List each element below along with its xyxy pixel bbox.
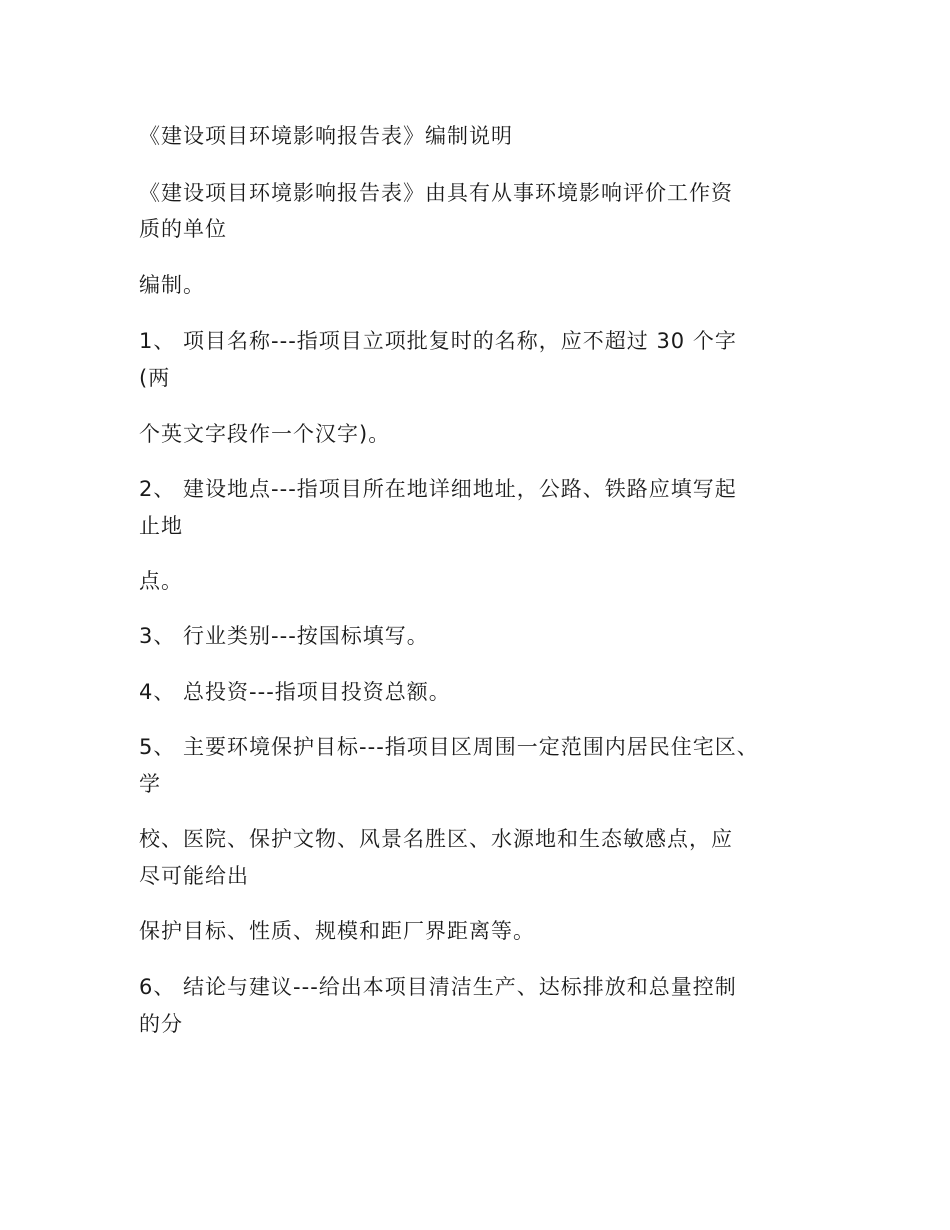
item-6-line: 6、 结论与建议---给出本项目清洁生产、达标排放和总量控制 — [139, 975, 737, 999]
item-3-line: 3、 行业类别---按国标填写。 — [139, 624, 429, 648]
text-line: 个英文字段作一个汉字)。 — [139, 422, 391, 446]
text-line: 点。 — [139, 569, 183, 593]
text-line: 《建设项目环境影响报告表》由具有从事环境影响评价工作资 — [139, 181, 733, 205]
text-line: 止地 — [139, 514, 183, 538]
item-1-line: 1、 项目名称---指项目立项批复时的名称，应不超过 30 个字 — [139, 329, 737, 353]
item-4-line: 4、 总投资---指项目投资总额。 — [139, 680, 451, 704]
text-line: 校、医院、保护文物、风景名胜区、水源地和生态敏感点，应 — [139, 827, 733, 851]
text-line: 的分 — [139, 1012, 183, 1036]
text-line: 质的单位 — [139, 217, 227, 241]
text-line: 尽可能给出 — [139, 864, 249, 888]
text-line: (两 — [139, 366, 171, 390]
text-line: 保护目标、性质、规模和距厂界距离等。 — [139, 919, 535, 943]
item-2-line: 2、 建设地点---指项目所在地详细地址，公路、铁路应填写起 — [139, 477, 737, 501]
item-5-line: 5、 主要环境保护目标---指项目区周围一定范围内居民住宅区、 — [139, 735, 759, 759]
text-line: 编制。 — [139, 273, 205, 297]
text-line: 学 — [139, 772, 161, 796]
document-title: 《建设项目环境影响报告表》编制说明 — [139, 124, 513, 148]
